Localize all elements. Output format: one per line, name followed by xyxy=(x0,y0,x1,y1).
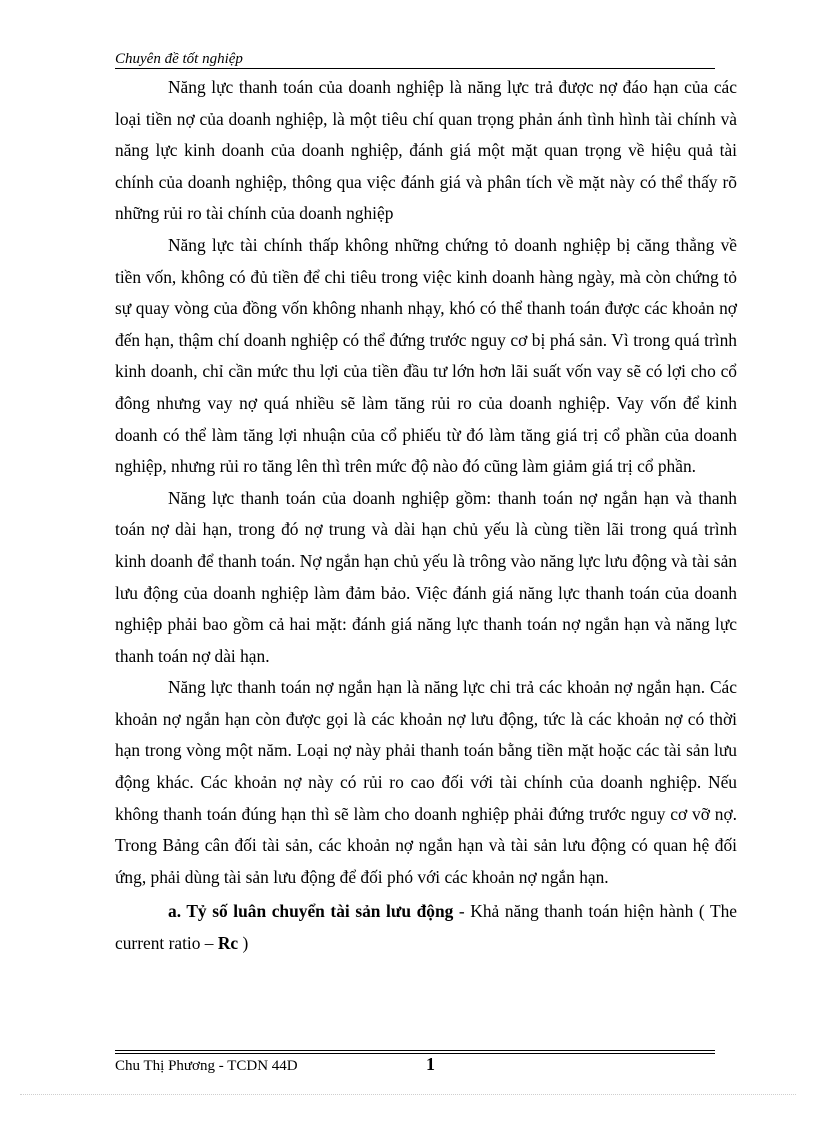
paragraph-2: Năng lực tài chính thấp không những chứng tỏ doanh nghiệp bị căng thẳng về tiền vốn, không có đủ tiền để chi tiêu trong việc kinh doanh hàng ngày, mà còn chứng tỏ sự quay vòng của đồng vốn không nhanh nhạy, khó có thể thanh toán được các khoản nợ đến hạn, thậm chí doanh nghiệp có thể đứng trước nguy cơ bị phá sản. Vì trong quá trình kinh doanh, chỉ cần mức thu lợi của tiền đầu tư lớn hơn lãi suất vốn vay sẽ có lợi cho cổ đông nhưng vay nợ quá nhiều sẽ làm tăng rủi ro của doanh nghiệp. Vay vốn để kinh doanh có thể làm tăng lợi nhuận của cổ phiếu từ đó làm tăng giá trị cổ phần của doanh nghiệp, nhưng rủi ro tăng lên thì trên mức độ nào đó cũng làm giảm giá trị cổ phần. xyxy=(115,234,737,477)
body-text xyxy=(115,72,737,960)
section-a-text: - Khả năng thanh toán hiện hành ( The current ratio – xyxy=(115,901,737,954)
paragraph-3: Năng lực thanh toán của doanh nghiệp gồm: thanh toán nợ ngắn hạn và thanh toán nợ dài hạn, trong đó nợ trung và dài hạn chủ yếu là cùng tiền lãi trong quá trình kinh doanh để thanh toán. Nợ ngắn hạn chủ yếu là trông vào năng lực lưu động và tài sản lưu động của doanh nghiệp làm đảm bảo. Việc đánh giá năng lực thanh toán của doanh nghiệp phải bao gồm cả hai mặt: đánh giá năng lực thanh toán nợ ngắn hạn và năng lực thanh toán nợ dài hạn. xyxy=(115,487,737,666)
section-a-paragraph xyxy=(115,896,737,959)
section-a-text-end: ) xyxy=(238,933,249,954)
section-a-heading: a. Tỷ số luân chuyển tài sản lưu động xyxy=(168,901,454,922)
page-number: 1 xyxy=(426,1054,435,1074)
section-a-abbreviation: Rc xyxy=(217,933,239,954)
paragraph-4: Năng lực thanh toán nợ ngắn hạn là năng lực chi trả các khoản nợ ngắn hạn. Các khoản nợ ngắn hạn còn được gọi là các khoản nợ lưu động, tức là các khoản nợ có thời hạn trong vòng một năm. Loại nợ này phải thanh toán bằng tiền mặt hoặc các tài sản lưu động khác. Các khoản nợ này có rủi ro cao đối với tài chính của doanh nghiệp. Nếu không thanh toán đúng hạn thì sẽ làm cho doanh nghiệp phải đứng trước nguy cơ vỡ nợ. Trong Bảng cân đối tài sản, các khoản nợ ngắn hạn và tài sản lưu động có quan hệ đối ứng, phải dùng tài sản lưu động để đối phó với các khoản nợ ngắn hạn. xyxy=(115,677,737,887)
paragraph-1: Năng lực thanh toán của doanh nghiệp là năng lực trả được nợ đáo hạn của các loại tiền nợ của doanh nghiệp, là một tiêu chí quan trọng phản ánh tình hình tài chính và năng lực kinh doanh của doanh nghiệp, đánh giá một mặt quan trọng về hiệu quả tài chính của doanh nghiệp, thông qua việc đánh giá và phân tích về mặt này có thể thấy rõ những rủi ro tài chính của doanh nghiệp xyxy=(115,77,737,224)
footer-rule xyxy=(115,1050,715,1054)
running-header-title: Chuyên đề tốt nghiệp xyxy=(115,51,243,67)
page-boundary-dotted-line xyxy=(20,1094,796,1095)
header-rule xyxy=(115,68,715,69)
footer-author: Chu Thị Phương - TCDN 44D xyxy=(115,1058,298,1074)
